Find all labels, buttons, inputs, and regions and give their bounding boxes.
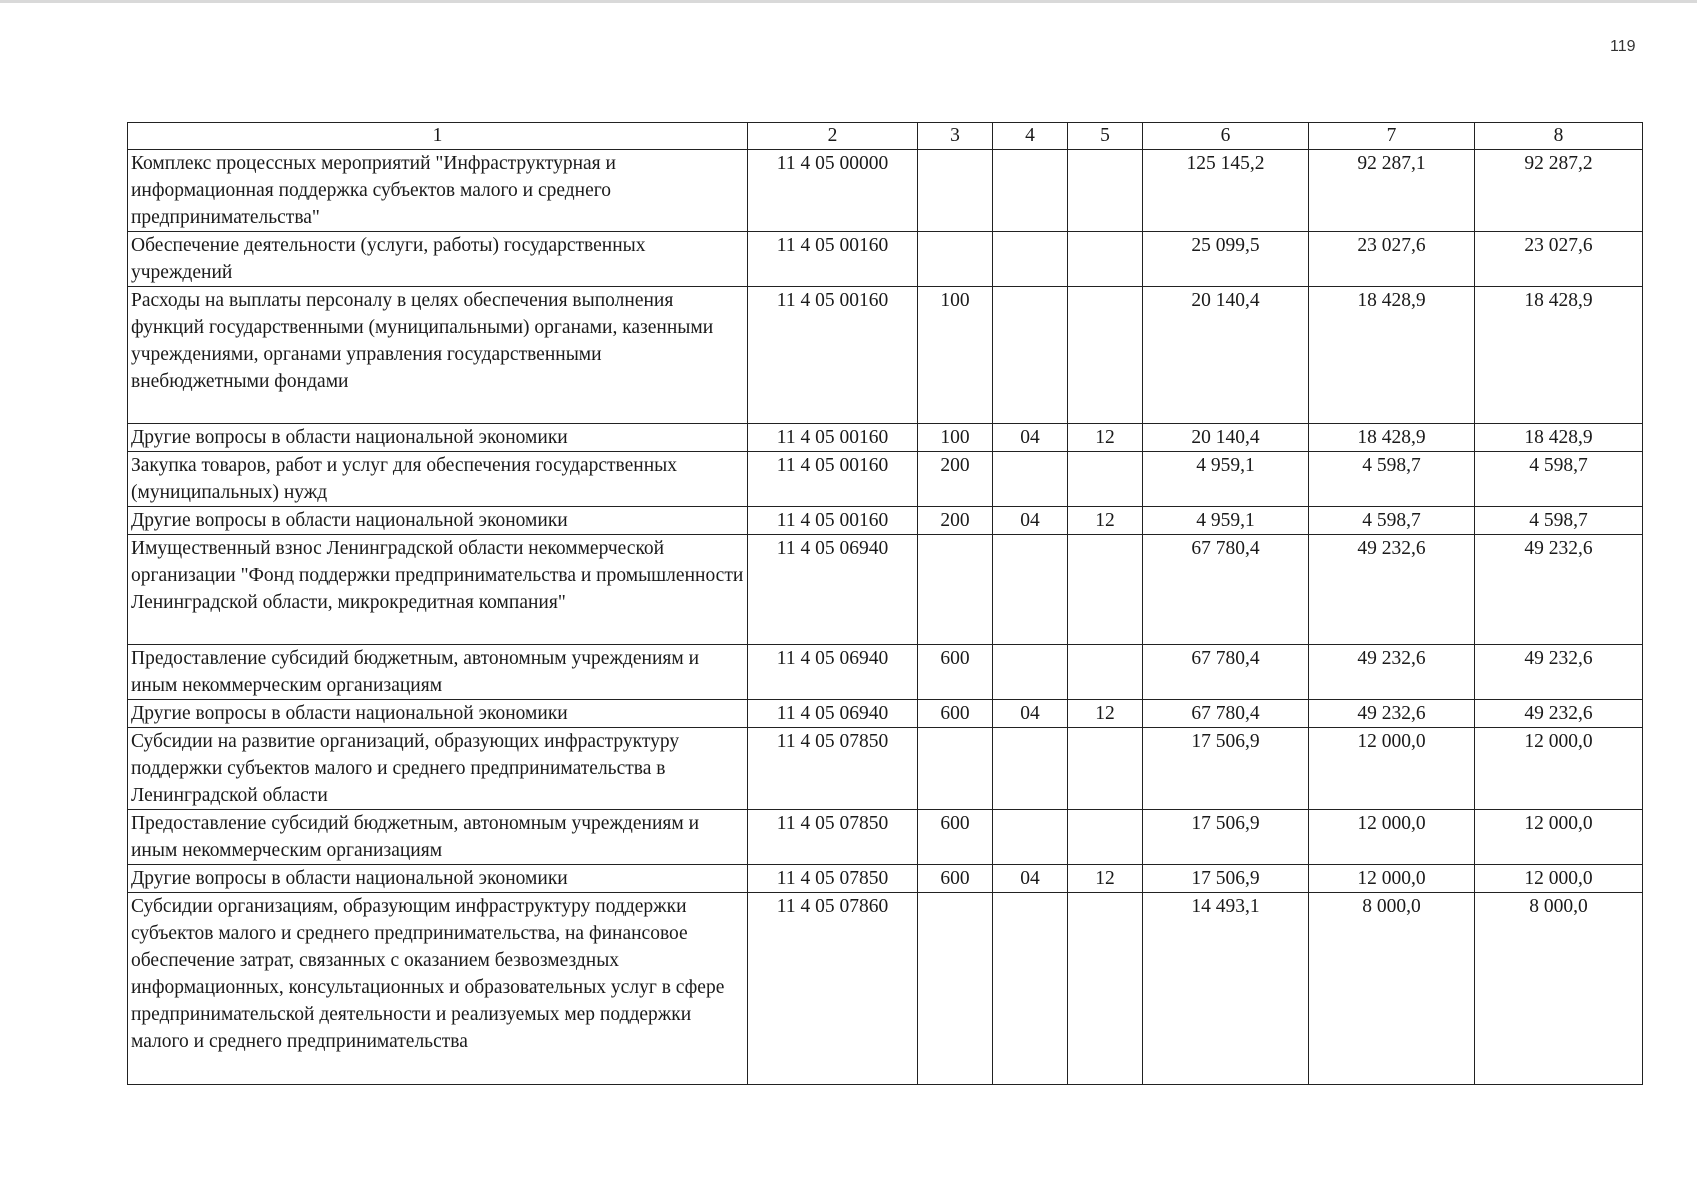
row-col4 bbox=[993, 810, 1068, 865]
table-header-row bbox=[128, 123, 1643, 150]
row-name: Комплекс процессных мероприятий "Инфраструктурная и информационная поддержка субъектов малого и среднего предпринимательства" bbox=[128, 150, 748, 232]
header-cell: 6 bbox=[1143, 123, 1309, 150]
row-col5 bbox=[1068, 452, 1143, 507]
page-number: 119 bbox=[1610, 38, 1636, 55]
row-col3 bbox=[918, 893, 993, 1085]
row-col4: 04 bbox=[993, 424, 1068, 452]
row-col4 bbox=[993, 452, 1068, 507]
scan-edge bbox=[0, 0, 1697, 3]
row-col5: 12 bbox=[1068, 700, 1143, 728]
row-col5: 12 bbox=[1068, 424, 1143, 452]
row-col4 bbox=[993, 232, 1068, 287]
header-cell: 1 bbox=[128, 123, 748, 150]
row-col3 bbox=[918, 728, 993, 810]
row-col4 bbox=[993, 728, 1068, 810]
row-value-8: 12 000,0 bbox=[1475, 728, 1643, 810]
row-value-7: 18 428,9 bbox=[1309, 424, 1475, 452]
row-value-7: 23 027,6 bbox=[1309, 232, 1475, 287]
row-col5 bbox=[1068, 150, 1143, 232]
table-row bbox=[128, 424, 1643, 452]
row-value-7: 8 000,0 bbox=[1309, 893, 1475, 1085]
row-col4 bbox=[993, 645, 1068, 700]
table-row bbox=[128, 232, 1643, 287]
header-cell: 4 bbox=[993, 123, 1068, 150]
row-name: Закупка товаров, работ и услуг для обеспечения государственных (муниципальных) нужд bbox=[128, 452, 748, 507]
row-col5 bbox=[1068, 535, 1143, 645]
header-cell: 7 bbox=[1309, 123, 1475, 150]
row-value-7: 12 000,0 bbox=[1309, 865, 1475, 893]
row-value-8: 49 232,6 bbox=[1475, 535, 1643, 645]
row-code: 11 4 05 06940 bbox=[748, 700, 918, 728]
table-row bbox=[128, 700, 1643, 728]
row-value-8: 49 232,6 bbox=[1475, 645, 1643, 700]
row-value-7: 49 232,6 bbox=[1309, 700, 1475, 728]
row-value-6: 17 506,9 bbox=[1143, 865, 1309, 893]
row-name: Имущественный взнос Ленинградской области некоммерческой организации "Фонд поддержки предпринимательства и промышленности Ленинградской области, микрокредитная компания" bbox=[128, 535, 748, 645]
row-value-7: 92 287,1 bbox=[1309, 150, 1475, 232]
row-col5 bbox=[1068, 645, 1143, 700]
row-code: 11 4 05 00160 bbox=[748, 232, 918, 287]
row-col3 bbox=[918, 535, 993, 645]
row-code: 11 4 05 07850 bbox=[748, 865, 918, 893]
row-col4: 04 bbox=[993, 507, 1068, 535]
row-value-8: 23 027,6 bbox=[1475, 232, 1643, 287]
row-value-7: 4 598,7 bbox=[1309, 452, 1475, 507]
row-col4: 04 bbox=[993, 700, 1068, 728]
row-code: 11 4 05 07850 bbox=[748, 810, 918, 865]
row-col5 bbox=[1068, 728, 1143, 810]
row-code: 11 4 05 07850 bbox=[748, 728, 918, 810]
header-cell: 2 bbox=[748, 123, 918, 150]
row-name: Другие вопросы в области национальной экономики bbox=[128, 507, 748, 535]
header-cell: 3 bbox=[918, 123, 993, 150]
row-value-8: 4 598,7 bbox=[1475, 507, 1643, 535]
table-row bbox=[128, 150, 1643, 232]
row-name: Субсидии на развитие организаций, образующих инфраструктуру поддержки субъектов малого и среднего предпринимательства в Ленинградской области bbox=[128, 728, 748, 810]
row-value-8: 18 428,9 bbox=[1475, 287, 1643, 424]
row-code: 11 4 05 06940 bbox=[748, 535, 918, 645]
row-col5: 12 bbox=[1068, 865, 1143, 893]
row-col3: 100 bbox=[918, 287, 993, 424]
row-col5: 12 bbox=[1068, 507, 1143, 535]
row-value-7: 49 232,6 bbox=[1309, 535, 1475, 645]
row-value-6: 20 140,4 bbox=[1143, 424, 1309, 452]
row-col3: 200 bbox=[918, 452, 993, 507]
row-name: Расходы на выплаты персоналу в целях обеспечения выполнения функций государственными (муниципальными) органами, казенными учреждениями, органами управления государственными внебюджетными фондами bbox=[128, 287, 748, 424]
row-col5 bbox=[1068, 893, 1143, 1085]
row-col3 bbox=[918, 232, 993, 287]
row-code: 11 4 05 00160 bbox=[748, 452, 918, 507]
table-row bbox=[128, 810, 1643, 865]
table-row bbox=[128, 865, 1643, 893]
row-col4 bbox=[993, 535, 1068, 645]
row-value-6: 4 959,1 bbox=[1143, 452, 1309, 507]
row-value-7: 12 000,0 bbox=[1309, 728, 1475, 810]
table-row bbox=[128, 452, 1643, 507]
row-value-7: 12 000,0 bbox=[1309, 810, 1475, 865]
row-name: Субсидии организациям, образующим инфраструктуру поддержки субъектов малого и среднего предпринимательства, на финансовое обеспечение затрат, связанных с оказанием безвозмездных информационных, консультационных и образовательных услуг в сфере предпринимательской деятельности и реализуемых мер поддержки малого и среднего предпринимательства bbox=[128, 893, 748, 1085]
row-col4 bbox=[993, 287, 1068, 424]
row-value-6: 14 493,1 bbox=[1143, 893, 1309, 1085]
row-code: 11 4 05 00160 bbox=[748, 507, 918, 535]
row-value-6: 67 780,4 bbox=[1143, 645, 1309, 700]
row-value-8: 8 000,0 bbox=[1475, 893, 1643, 1085]
budget-table bbox=[127, 122, 1643, 1085]
row-value-6: 67 780,4 bbox=[1143, 700, 1309, 728]
row-value-6: 20 140,4 bbox=[1143, 287, 1309, 424]
row-col4 bbox=[993, 150, 1068, 232]
header-cell: 8 bbox=[1475, 123, 1643, 150]
row-col5 bbox=[1068, 810, 1143, 865]
row-col3: 600 bbox=[918, 645, 993, 700]
row-value-8: 92 287,2 bbox=[1475, 150, 1643, 232]
row-col3 bbox=[918, 150, 993, 232]
row-col3: 100 bbox=[918, 424, 993, 452]
table-row bbox=[128, 893, 1643, 1085]
row-value-6: 125 145,2 bbox=[1143, 150, 1309, 232]
row-col3: 600 bbox=[918, 810, 993, 865]
table-row bbox=[128, 507, 1643, 535]
row-col5 bbox=[1068, 287, 1143, 424]
row-value-6: 25 099,5 bbox=[1143, 232, 1309, 287]
row-col3: 200 bbox=[918, 507, 993, 535]
row-value-6: 17 506,9 bbox=[1143, 728, 1309, 810]
row-name: Другие вопросы в области национальной экономики bbox=[128, 865, 748, 893]
row-code: 11 4 05 07860 bbox=[748, 893, 918, 1085]
row-name: Другие вопросы в области национальной экономики bbox=[128, 424, 748, 452]
row-value-7: 4 598,7 bbox=[1309, 507, 1475, 535]
row-value-6: 67 780,4 bbox=[1143, 535, 1309, 645]
row-name: Другие вопросы в области национальной экономики bbox=[128, 700, 748, 728]
row-value-7: 49 232,6 bbox=[1309, 645, 1475, 700]
table-row bbox=[128, 728, 1643, 810]
row-value-8: 12 000,0 bbox=[1475, 810, 1643, 865]
row-code: 11 4 05 00160 bbox=[748, 424, 918, 452]
row-name: Предоставление субсидий бюджетным, автономным учреждениям и иным некоммерческим организациям bbox=[128, 645, 748, 700]
header-cell: 5 bbox=[1068, 123, 1143, 150]
row-code: 11 4 05 00160 bbox=[748, 287, 918, 424]
row-name: Обеспечение деятельности (услуги, работы) государственных учреждений bbox=[128, 232, 748, 287]
row-code: 11 4 05 06940 bbox=[748, 645, 918, 700]
table-row bbox=[128, 535, 1643, 645]
row-col4: 04 bbox=[993, 865, 1068, 893]
row-value-7: 18 428,9 bbox=[1309, 287, 1475, 424]
row-value-6: 4 959,1 bbox=[1143, 507, 1309, 535]
row-col4 bbox=[993, 893, 1068, 1085]
table-row bbox=[128, 645, 1643, 700]
row-value-8: 18 428,9 bbox=[1475, 424, 1643, 452]
row-value-6: 17 506,9 bbox=[1143, 810, 1309, 865]
row-value-8: 12 000,0 bbox=[1475, 865, 1643, 893]
row-value-8: 49 232,6 bbox=[1475, 700, 1643, 728]
row-name: Предоставление субсидий бюджетным, автономным учреждениям и иным некоммерческим организациям bbox=[128, 810, 748, 865]
row-value-8: 4 598,7 bbox=[1475, 452, 1643, 507]
row-col5 bbox=[1068, 232, 1143, 287]
table-row bbox=[128, 287, 1643, 424]
row-col3: 600 bbox=[918, 865, 993, 893]
row-code: 11 4 05 00000 bbox=[748, 150, 918, 232]
row-col3: 600 bbox=[918, 700, 993, 728]
